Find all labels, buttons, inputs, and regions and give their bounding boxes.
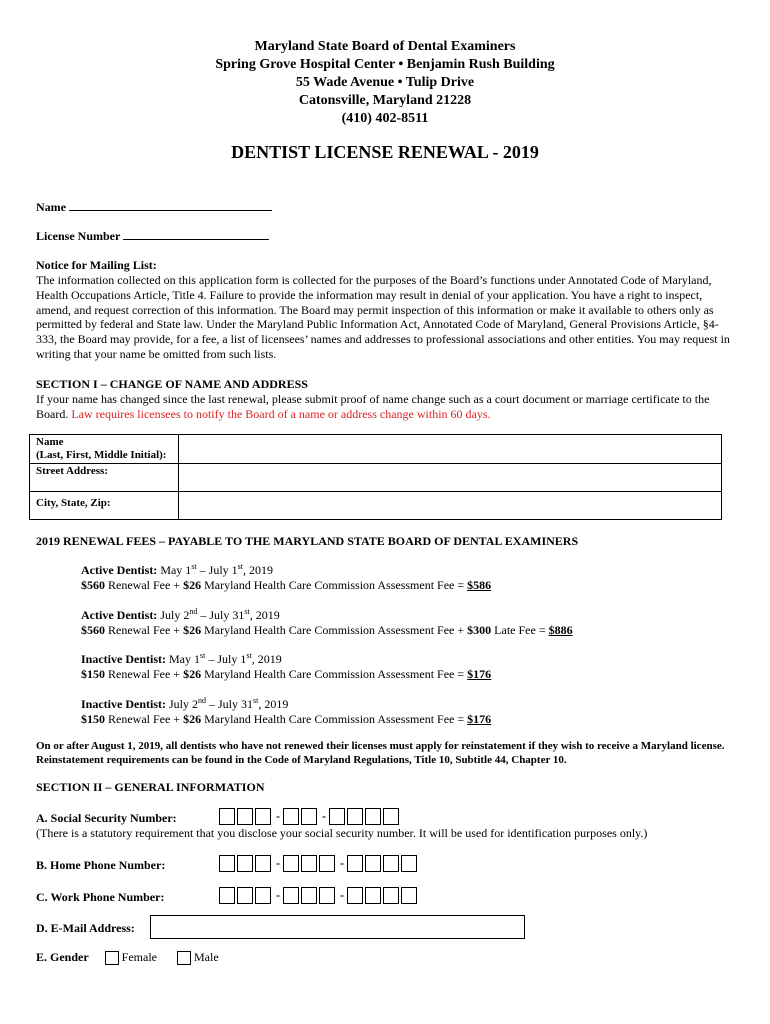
fee-date-from: July 2 — [168, 697, 198, 711]
fee-renewal-amount: $150 — [81, 712, 105, 726]
ssn-digit-box[interactable] — [255, 808, 271, 825]
notice-heading: Notice for Mailing List: — [36, 258, 157, 272]
fee-renewal-word: Renewal Fee + — [105, 712, 184, 726]
address-name-input[interactable] — [179, 435, 722, 464]
license-row — [36, 228, 269, 244]
address-city-input[interactable] — [179, 492, 722, 520]
fee-year: , 2019 — [243, 563, 274, 577]
home-phone-boxes — [219, 855, 419, 872]
address-name-label — [30, 435, 179, 464]
ssn-digit-box[interactable] — [237, 808, 253, 825]
address-table — [29, 434, 722, 520]
fee-assessment-text: Maryland Health Care Commission Assessment Fee — [201, 667, 455, 681]
fee-date-to-suffix: st — [246, 651, 252, 660]
fee-item — [81, 608, 573, 638]
fee-renewal-amount: $150 — [81, 667, 105, 681]
fee-date-from: July 2 — [160, 608, 190, 622]
fee-date-from: May 1 — [160, 563, 192, 577]
fee-date-from-suffix: nd — [198, 696, 206, 705]
work-phone-dash: - — [276, 888, 280, 902]
board-street: 55 Wade Avenue • Tulip Drive — [295, 75, 475, 90]
fee-item — [81, 652, 491, 682]
home-phone-digit-box[interactable] — [365, 855, 381, 872]
fee-item — [81, 563, 491, 593]
section1-red-note: Law requires licensees to notify the Board of a name or address change within 60 days. — [71, 406, 491, 421]
ssn-digit-box[interactable] — [329, 808, 345, 825]
work-phone-digit-box[interactable] — [219, 887, 235, 904]
notice-body: The information collected on this application form is collected for the purposes of the Board’s functions under Annotated Code of Maryland, Health Occupations Article, Title 4. Failure to provide the information may result in denial of your application. You have a right to inspect, amend, and request correction of this information. The Board may permit inspection of this information or make it available to others only as permitted by federal and State law. Under the Maryland Public Information Act, Annotated Code of Maryland, General Provisions Article, §4-333, the Board may provide, for a fee, a list of licensees’ names and addresses to professional associations and other entities. You may request in writing that your name be omitted from such lists. — [36, 273, 730, 361]
fee-date-to: July 1 — [217, 652, 247, 666]
work-phone-boxes — [219, 887, 419, 904]
home-phone-digit-box[interactable] — [255, 855, 271, 872]
email-label: D. E-Mail Address: — [36, 921, 135, 935]
address-street-label: Street Address: — [30, 464, 179, 492]
ssn-label: A. Social Security Number: — [36, 811, 177, 825]
board-name: Maryland State Board of Dental Examiners — [254, 39, 516, 54]
fee-type-label: Active Dentist: — [81, 608, 158, 622]
fee-year: , 2019 — [251, 652, 282, 666]
section2-heading: SECTION II – GENERAL INFORMATION — [36, 780, 265, 794]
fee-date-line: Inactive Dentist: July 2nd – July 31st, 2019 — [81, 696, 289, 711]
fee-type-label: Inactive Dentist: — [81, 697, 166, 711]
fee-date-to: July 31 — [209, 608, 245, 622]
fee-date-to-suffix: st — [237, 562, 244, 571]
home-phone-dash: - — [276, 856, 280, 870]
address-city-label: City, State, Zip: — [30, 492, 179, 520]
section1-heading: SECTION I – CHANGE OF NAME AND ADDRESS — [36, 377, 308, 391]
fee-date-to-suffix: st — [253, 696, 259, 705]
fee-renewal-word: Renewal Fee + — [105, 578, 184, 592]
fee-renewal-amount: $560 — [81, 623, 105, 637]
work-phone-digit-box[interactable] — [319, 887, 335, 904]
fee-date-to: July 31 — [218, 697, 254, 711]
fee-year: , 2019 — [258, 697, 289, 711]
fee-assessment-amount: $26 — [183, 623, 202, 637]
name-row — [36, 199, 272, 215]
fee-amount-line: $150 Renewal Fee + $26 Maryland Health Care Commission Assessment Fee = $176 — [81, 712, 492, 726]
address-row-street — [30, 464, 722, 492]
ssn-boxes — [219, 808, 401, 825]
board-city: Catonsville, Maryland 21228 — [298, 93, 472, 108]
work-phone-label: C. Work Phone Number: — [36, 890, 165, 904]
work-phone-digit-box[interactable] — [301, 887, 317, 904]
fee-amount-line: $560 Renewal Fee + $26 Maryland Health Care Commission Assessment Fee = $586 — [81, 578, 492, 592]
home-phone-digit-box[interactable] — [283, 855, 299, 872]
fee-date-from-suffix: st — [199, 651, 206, 660]
home-phone-digit-box[interactable] — [347, 855, 363, 872]
gender-row — [36, 950, 219, 965]
fees-heading: 2019 RENEWAL FEES – PAYABLE TO THE MARYLAND STATE BOARD OF DENTAL EXAMINERS — [36, 534, 579, 548]
name-input-line[interactable] — [69, 199, 272, 211]
work-phone-digit-box[interactable] — [255, 887, 271, 904]
fee-date-from-suffix: nd — [189, 607, 198, 616]
section1-body — [36, 392, 736, 422]
fee-date-line: Inactive Dentist: May 1st – July 1st, 2019 — [81, 651, 282, 666]
address-name-label-1: Name — [36, 436, 64, 448]
home-phone-digit-box[interactable] — [219, 855, 235, 872]
male-label: Male — [194, 950, 219, 964]
home-phone-digit-box[interactable] — [383, 855, 399, 872]
home-phone-label: B. Home Phone Number: — [36, 858, 166, 872]
fee-late-amount: $300 — [467, 623, 492, 637]
ssn-digit-box[interactable] — [283, 808, 299, 825]
fee-assessment-text: Maryland Health Care Commission Assessment Fee — [201, 623, 455, 637]
home-phone-digit-box[interactable] — [237, 855, 253, 872]
license-label: License Number — [36, 229, 121, 243]
ssn-digit-box[interactable] — [383, 808, 399, 825]
fee-date-from: May 1 — [168, 652, 200, 666]
address-street-input[interactable] — [179, 464, 722, 492]
home-phone-digit-box[interactable] — [301, 855, 317, 872]
female-checkbox[interactable] — [105, 951, 119, 965]
ssn-dash: - — [322, 809, 326, 823]
fee-total: $176 — [467, 712, 492, 726]
ssn-dash: - — [276, 809, 280, 823]
fee-assessment-text: Maryland Health Care Commission Assessment Fee — [201, 712, 455, 726]
fee-total: $886 — [548, 623, 573, 637]
home-phone-digit-box[interactable] — [319, 855, 335, 872]
fee-date-to: July 1 — [208, 563, 238, 577]
reinstatement-note: On or after August 1, 2019, all dentists who have not renewed their licenses must apply for reinstatement if they wish to receive a Maryland license. Reinstatement requirements can be found in the Code of Maryland Regulations, Title 10, Subtitle 44, Chapter 10. — [36, 740, 725, 766]
ssn-digit-box[interactable] — [301, 808, 317, 825]
home-phone-dash: - — [340, 856, 344, 870]
ssn-digit-box[interactable] — [365, 808, 381, 825]
fee-date-to-suffix: st — [244, 607, 250, 616]
board-phone: (410) 402-8511 — [341, 111, 429, 126]
fee-type-label: Active Dentist: — [81, 563, 158, 577]
work-phone-digit-box[interactable] — [383, 887, 399, 904]
email-input[interactable] — [150, 915, 525, 939]
name-label: Name — [36, 200, 66, 214]
female-label: Female — [121, 950, 157, 964]
work-phone-digit-box[interactable] — [237, 887, 253, 904]
fee-renewal-amount: $560 — [81, 578, 105, 592]
ssn-note: (There is a statutory requirement that you disclose your social security number. It will be used for identification purposes only.) — [36, 826, 648, 840]
fee-item — [81, 697, 491, 727]
license-input-line[interactable] — [123, 228, 269, 240]
fee-assessment-amount: $26 — [183, 712, 202, 726]
fee-date-from-suffix: st — [191, 562, 197, 571]
board-building: Spring Grove Hospital Center • Benjamin Rush Building — [215, 57, 555, 72]
form-title: DENTIST LICENSE RENEWAL - 2019 — [231, 142, 539, 162]
fee-date-line: Active Dentist: July 2nd – July 31st, 2019 — [81, 607, 280, 622]
work-phone-digit-box[interactable] — [283, 887, 299, 904]
fee-renewal-word: Renewal Fee + — [105, 623, 184, 637]
fee-total: $586 — [467, 578, 492, 592]
work-phone-dash: - — [340, 888, 344, 902]
work-phone-digit-box[interactable] — [347, 887, 363, 904]
section1-text: If your name has changed since the last renewal, please submit proof of name change such as a court document or marriage certificate to the Board. — [36, 392, 710, 421]
address-row-name — [30, 435, 722, 464]
ssn-digit-box[interactable] — [219, 808, 235, 825]
ssn-digit-box[interactable] — [347, 808, 363, 825]
fee-total: $176 — [467, 667, 492, 681]
fee-assessment-amount: $26 — [183, 667, 202, 681]
work-phone-digit-box[interactable] — [365, 887, 381, 904]
fee-type-label: Inactive Dentist: — [81, 652, 166, 666]
gender-label: E. Gender — [36, 950, 89, 964]
address-row-city — [30, 492, 722, 520]
fee-assessment-amount: $26 — [183, 578, 202, 592]
male-checkbox[interactable] — [177, 951, 191, 965]
fee-year: , 2019 — [249, 608, 280, 622]
fee-renewal-word: Renewal Fee + — [105, 667, 184, 681]
fee-assessment-text: Maryland Health Care Commission Assessment Fee — [201, 578, 455, 592]
fee-date-line: Active Dentist: May 1st – July 1st, 2019 — [81, 562, 274, 577]
work-phone-digit-box[interactable] — [401, 887, 417, 904]
address-name-label-2: (Last, First, Middle Initial): — [36, 449, 167, 461]
fee-amount-line: $560 Renewal Fee + $26 Maryland Health Care Commission Assessment Fee + $300 Late Fee = $886 — [81, 623, 573, 637]
fee-amount-line: $150 Renewal Fee + $26 Maryland Health Care Commission Assessment Fee = $176 — [81, 667, 492, 681]
fee-late-word: Late Fee — [491, 623, 536, 637]
home-phone-digit-box[interactable] — [401, 855, 417, 872]
